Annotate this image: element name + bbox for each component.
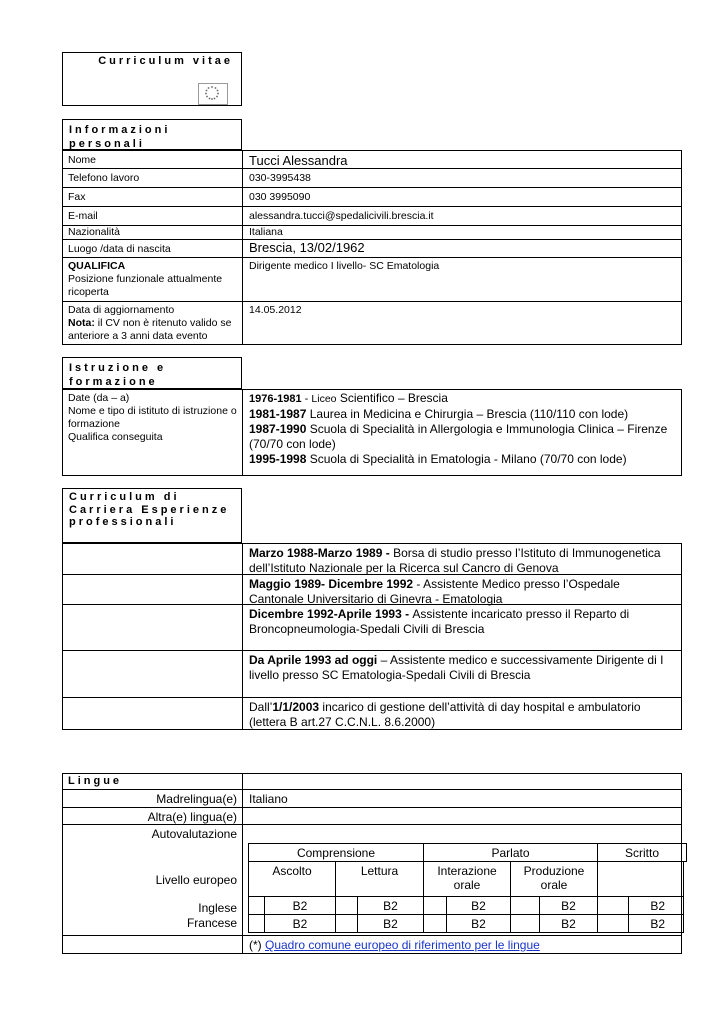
education-item <box>249 452 675 467</box>
level-cell: B2 <box>539 896 598 915</box>
career-item <box>243 651 681 697</box>
qualifica-sub: Posizione funzionale attualmente ricoperta <box>68 273 223 298</box>
career-row <box>62 543 682 575</box>
career-text: – Assistente medico e successivamente Dirigente di I livello presso SC Ematologia-Spedali Civili di Brescia <box>249 653 664 682</box>
career-row <box>62 698 682 730</box>
cv-title: Curriculum vitae <box>98 55 233 67</box>
edu-years: 1976-1981 <box>249 393 302 405</box>
qualifica-value: Dirigente medico I livello- SC Ematologia <box>249 260 440 272</box>
career-heading: Curriculum di Carriera Esperienze professionali <box>62 488 242 543</box>
career-item <box>243 605 681 650</box>
edu-text: Scuola di Specialità in Ematologia - Milano (70/70 con lode) <box>306 452 627 466</box>
level-cell: B2 <box>264 914 336 933</box>
footnote <box>243 936 681 953</box>
update-label: Data di aggiornamento <box>68 304 175 316</box>
career-date: Da Aprile 1993 ad oggi <box>249 653 378 667</box>
row-value: Brescia, 13/02/1962 <box>249 240 365 255</box>
career-date: Marzo 1988-Marzo 1989 - <box>249 546 394 560</box>
madrelingua-value: Italiano <box>249 792 288 806</box>
row-value: 030-3995438 <box>249 172 311 184</box>
grid-spacer <box>248 914 265 933</box>
career-row <box>62 605 682 651</box>
lang-heading-row <box>62 773 682 790</box>
edu-text: Scientifico – Brescia <box>336 391 448 405</box>
career-text: Assistente incaricato presso il Reparto di Broncopneumologia-Spedali Civili di Brescia <box>249 607 630 636</box>
personal-row-phone <box>62 169 682 188</box>
education-item <box>249 422 675 452</box>
career-item <box>243 544 681 574</box>
career-row <box>62 651 682 698</box>
career-text: incarico di gestione dell’attività di day hospital e ambulatorio (lettera B art.27 C.C.N.L. 8.6.2000) <box>249 700 641 729</box>
grid-scritto: Scritto <box>597 843 687 862</box>
level-cell: B2 <box>446 914 511 933</box>
lang-heading-empty <box>243 774 681 789</box>
grid-spacer <box>510 896 540 915</box>
grid-produzione: Produzione orale <box>510 861 598 897</box>
row-label: Nazionalità <box>63 226 243 239</box>
education-heading: Istruzione e formazione <box>62 357 242 389</box>
personal-row-fax <box>62 188 682 207</box>
grid-spacer <box>597 914 629 933</box>
grid-spacer <box>335 914 358 933</box>
grid-comprensione: Comprensione <box>248 843 424 862</box>
career-item <box>243 575 681 604</box>
level-cell: B2 <box>628 896 684 915</box>
eu-flag-icon <box>198 83 228 105</box>
edu-text: Liceo <box>311 393 337 405</box>
career-date: Maggio 1989- Dicembre 1992 <box>249 577 414 591</box>
grid-spacer <box>423 914 447 933</box>
grid-spacer <box>248 896 265 915</box>
footnote-label-empty <box>63 936 243 953</box>
update-label-cell <box>63 302 243 344</box>
lang-name-francese: Francese <box>186 916 237 930</box>
edu-years: 1995-1998 <box>249 452 307 466</box>
lang-row-footnote <box>62 936 682 954</box>
grid-spacer <box>510 914 540 933</box>
career-label-empty <box>63 544 243 574</box>
livello-label: Livello europeo <box>155 873 237 887</box>
career-label-empty <box>63 698 243 729</box>
row-value: 030 3995090 <box>249 191 311 203</box>
education-row <box>62 389 682 476</box>
personal-row-email <box>62 207 682 226</box>
career-label-empty <box>63 605 243 650</box>
personal-row-nationality <box>62 226 682 240</box>
row-label: Telefono lavoro <box>63 169 243 187</box>
career-label-empty <box>63 575 243 604</box>
career-text: Borsa di studio presso l’Istituto di Immunogenetica dell’Istituto Nazionale per la Ricerca sul Cancro di Genova <box>249 546 661 575</box>
level-cell: B2 <box>357 896 424 915</box>
row-value: Italiana <box>249 226 283 238</box>
career-date: Dicembre 1992-Aprile 1993 - <box>249 607 413 621</box>
altre-value <box>243 808 681 824</box>
education-items <box>243 390 681 475</box>
education-item <box>249 407 675 422</box>
edu-text: Scuola di Specialità in Allergologia e Immunologia Clinica – Firenze (70/70 con lode) <box>249 422 668 451</box>
qualifica-label: QUALIFICA <box>68 260 126 272</box>
edu-text: Laurea in Medicina e Chirurgia – Brescia (110/110 con lode) <box>306 407 629 421</box>
edu-years: 1981-1987 <box>249 407 307 421</box>
education-item <box>249 391 675 407</box>
autoval-label: Autovalutazione <box>151 827 237 841</box>
career-pre: Dall’ <box>249 700 273 714</box>
cefr-link[interactable]: Quadro comune europeo di riferimento per le lingue <box>265 938 540 952</box>
grid-scritto-sub <box>597 861 684 897</box>
grid-spacer <box>423 896 447 915</box>
update-note-bold: Nota: <box>68 317 95 329</box>
grid-spacer <box>597 896 629 915</box>
grid-interazione: Interazione orale <box>423 861 511 897</box>
qualifica-label-cell <box>63 258 243 301</box>
level-cell: B2 <box>628 914 684 933</box>
altre-label: Altra(e) lingua(e) <box>63 808 243 824</box>
level-cell: B2 <box>264 896 336 915</box>
update-value: 14.05.2012 <box>249 304 302 316</box>
personal-row-qualifica <box>62 258 682 302</box>
grid-parlato: Parlato <box>423 843 598 862</box>
career-text: - Assistente Medico presso l’Ospedale Cantonale Universitario di Ginevra - Ematologia <box>249 577 620 606</box>
footnote-star: (*) <box>249 938 265 952</box>
level-cell: B2 <box>357 914 424 933</box>
lang-name-inglese: Inglese <box>198 901 237 915</box>
cv-title-box <box>62 52 242 106</box>
grid-ascolto: Ascolto <box>248 861 336 897</box>
career-row <box>62 575 682 605</box>
row-label: Luogo /data di nascita <box>63 240 243 257</box>
education-labels: Date (da – a) Nome e tipo di istituto di istruzione o formazione Qualifica conseguita <box>63 390 243 475</box>
career-date: 1/1/2003 <box>272 700 320 714</box>
lang-row-altre <box>62 808 682 825</box>
personal-heading: Informazioni personali <box>62 119 242 150</box>
lang-row-madrelingua <box>62 790 682 808</box>
edu-sep: - <box>301 393 312 405</box>
level-cell: B2 <box>539 914 598 933</box>
row-value: Tucci Alessandra <box>249 153 348 168</box>
update-note <box>68 317 237 343</box>
personal-row-update <box>62 302 682 345</box>
personal-row-birth <box>62 240 682 258</box>
row-label: E-mail <box>63 207 243 225</box>
career-label-empty <box>63 651 243 697</box>
career-item <box>243 698 681 729</box>
madrelingua-label: Madrelingua(e) <box>63 790 243 807</box>
edu-years: 1987-1990 <box>249 422 307 436</box>
level-cell: B2 <box>446 896 511 915</box>
row-label: Fax <box>63 188 243 206</box>
row-value: alessandra.tucci@spedalicivili.brescia.it <box>249 210 434 222</box>
grid-spacer <box>335 896 358 915</box>
grid-lettura: Lettura <box>335 861 424 897</box>
row-label: Nome <box>63 151 243 168</box>
lang-heading: Lingue <box>63 774 243 789</box>
autoval-label-cell <box>63 825 243 935</box>
personal-row-name <box>62 150 682 169</box>
update-note-text: il CV non è ritenuto valido se anteriore a 3 anni data evento <box>68 317 232 342</box>
